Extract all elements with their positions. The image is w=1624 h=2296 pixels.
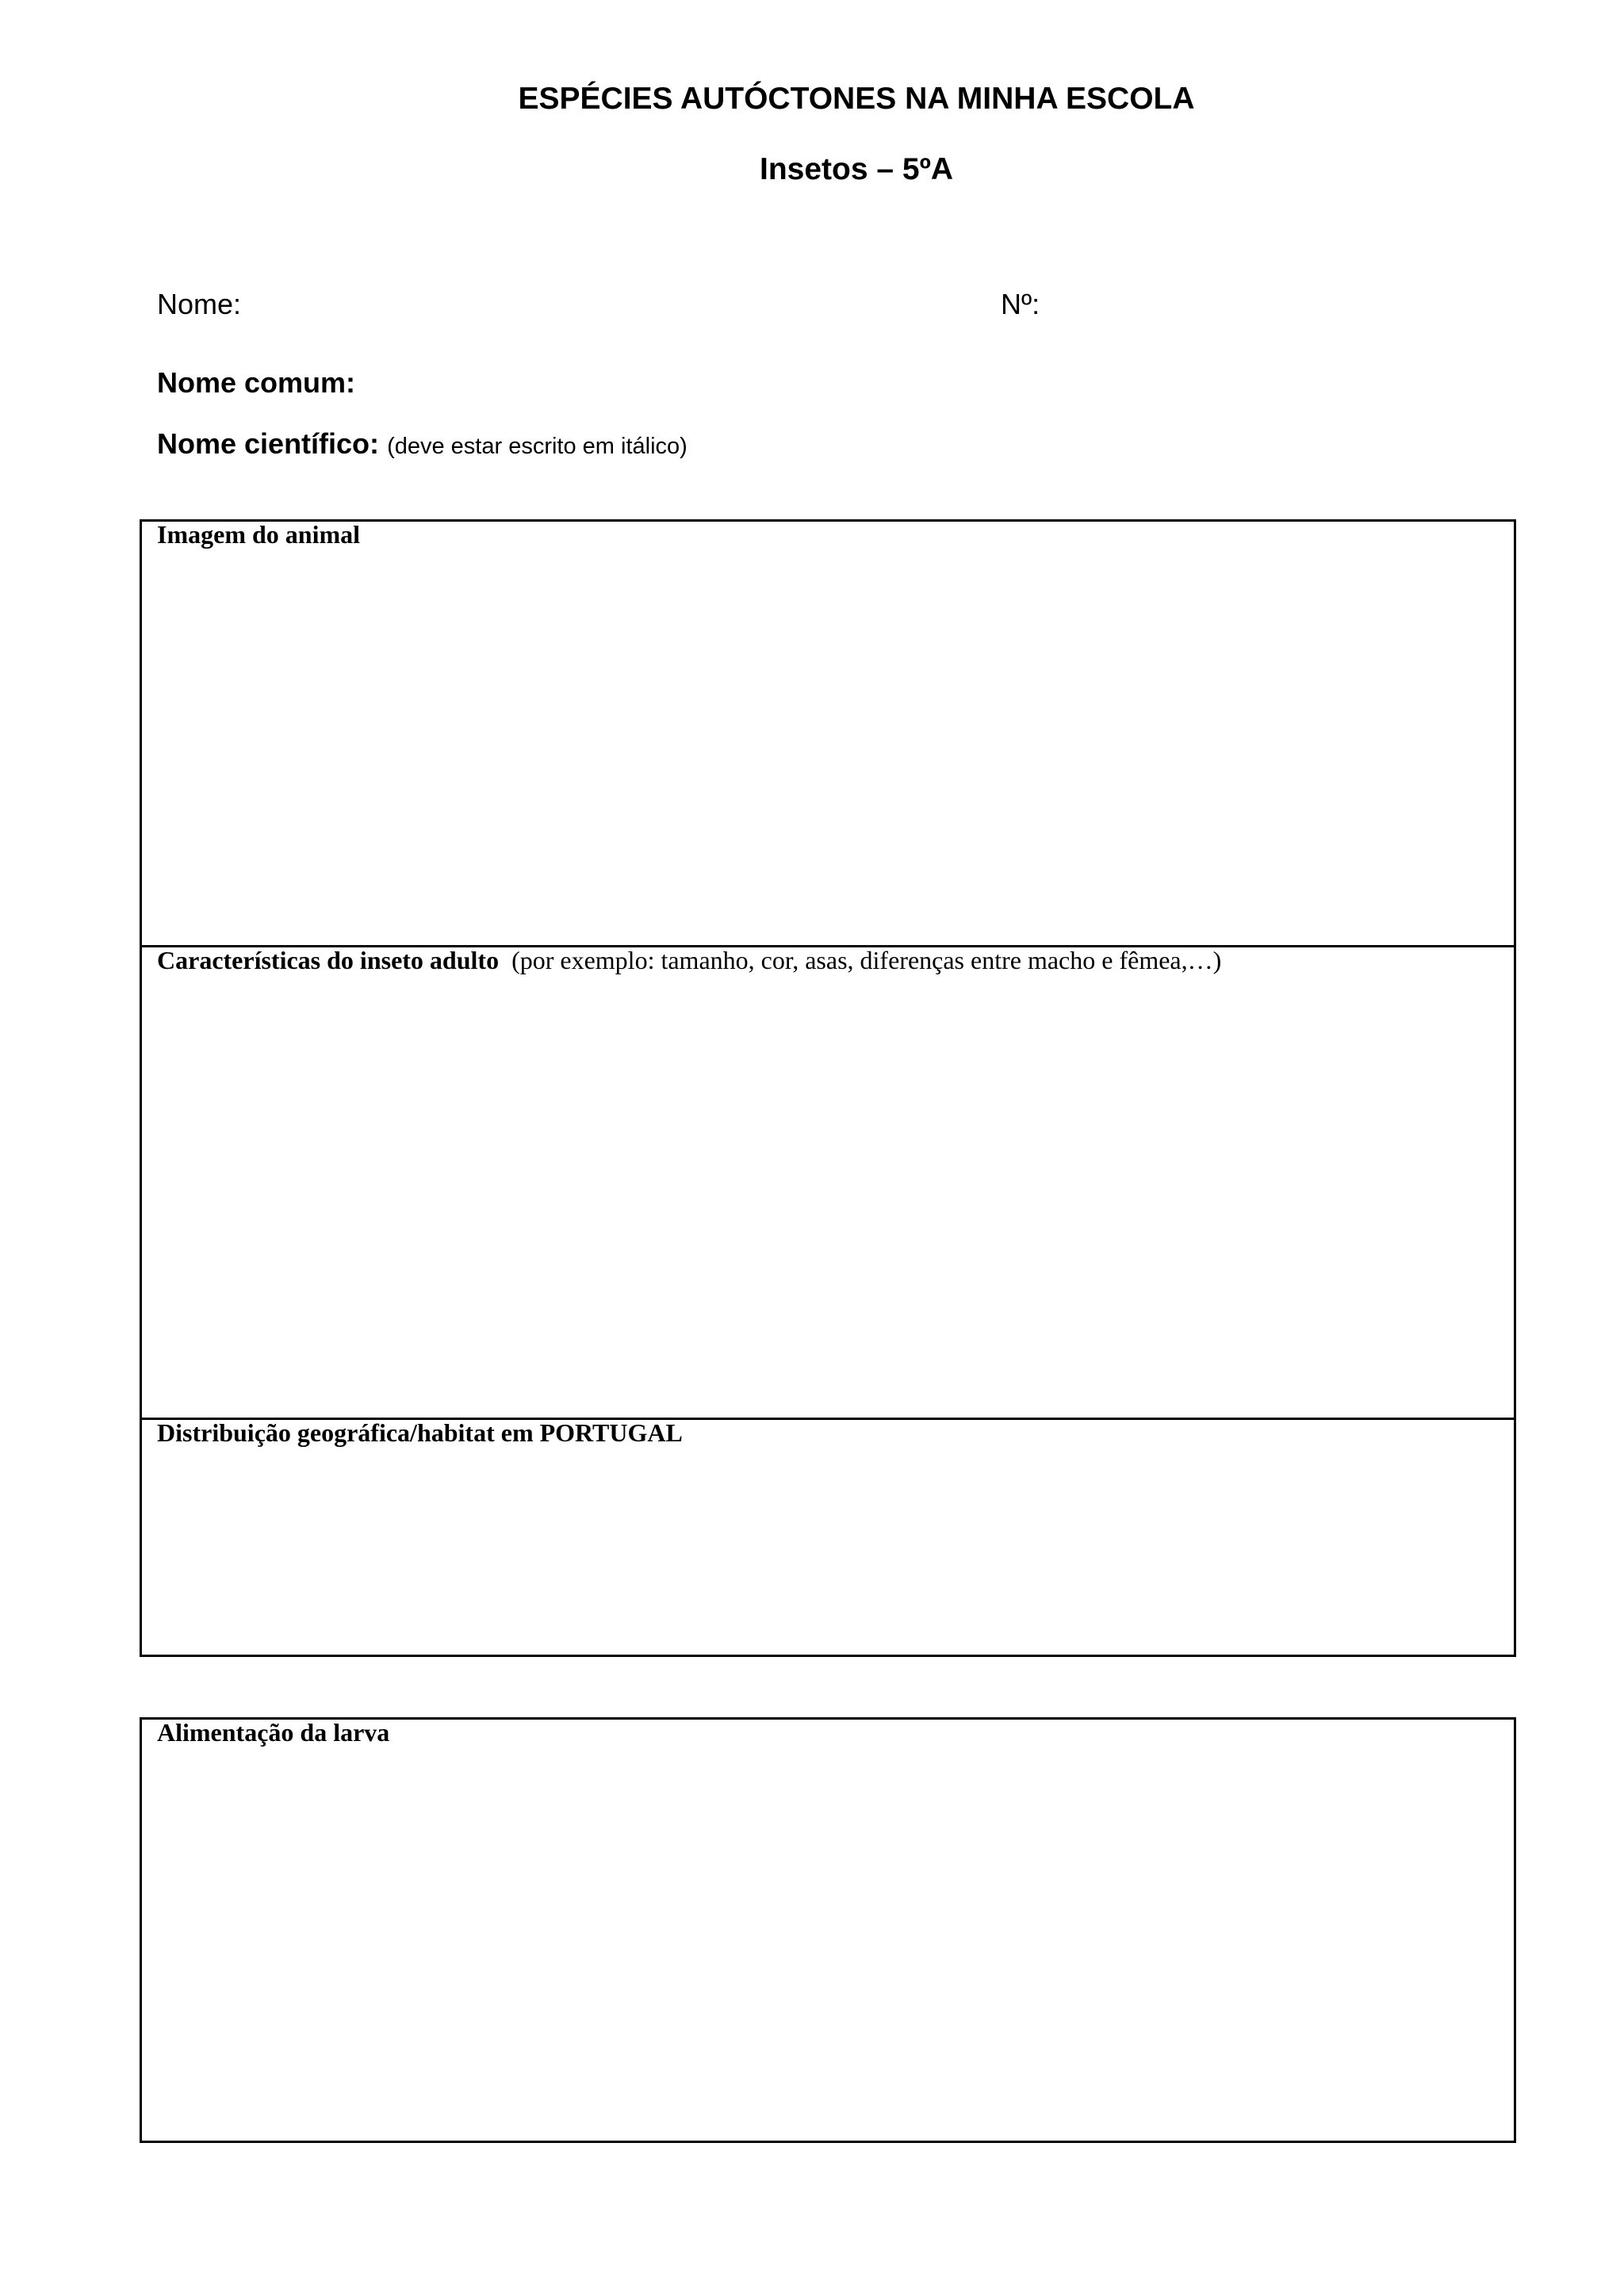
section-larva-food-label xyxy=(157,1718,389,1747)
scientific-name-hint: (deve estar escrito em itálico) xyxy=(387,434,688,459)
scientific-name-row xyxy=(157,427,688,461)
page-subtitle: Insetos – 5ºA xyxy=(760,152,953,186)
larva-food-box xyxy=(140,1717,1516,2143)
section-label-text: Alimentação da larva xyxy=(157,1718,390,1747)
section-label-hint: (por exemplo: tamanho, cor, asas, diferenças entre macho e fêmea,…) xyxy=(511,946,1222,974)
section-animal-image-label xyxy=(157,520,360,549)
name-field-label: Nome: xyxy=(157,288,242,320)
section-label-text: Características do inseto adulto xyxy=(157,946,500,974)
scientific-name-label: Nome científico: xyxy=(157,427,380,460)
page-title: ESPÉCIES AUTÓCTONES NA MINHA ESCOLA xyxy=(518,82,1195,116)
section-distribution-label xyxy=(157,1418,683,1448)
section-adult-features-label xyxy=(157,946,1221,975)
common-name-label: Nome comum: xyxy=(157,366,356,399)
section-label-text: Distribuição geográfica/habitat em PORTUGAL xyxy=(157,1418,683,1447)
main-answer-box xyxy=(140,519,1516,1657)
number-field-label: Nº: xyxy=(1001,288,1040,320)
section-label-text: Imagem do animal xyxy=(157,520,360,549)
